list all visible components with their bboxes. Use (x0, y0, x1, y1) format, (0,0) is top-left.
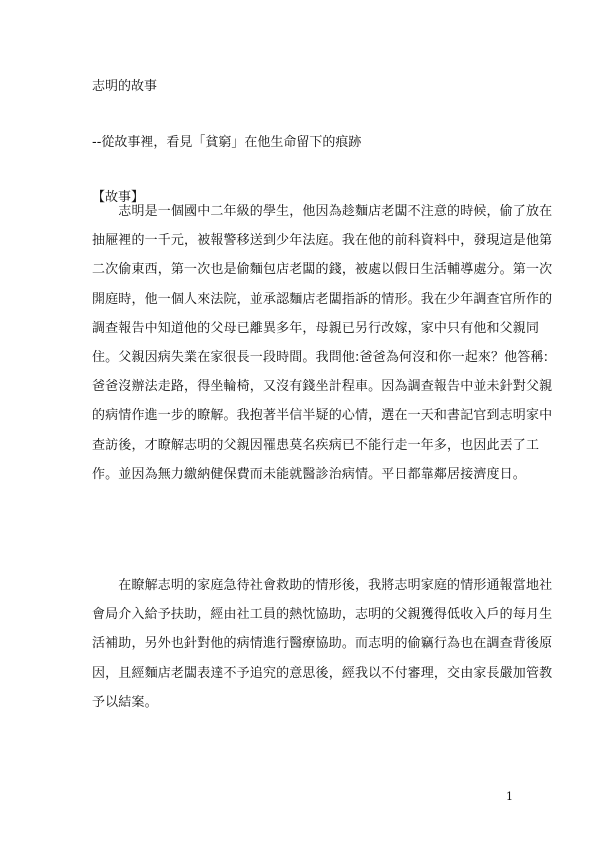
text-line: 住。父親因病失業在家很長一段時間。我問他:爸爸為何沒和你一起來？他答稱: (92, 349, 549, 365)
text-line: 在瞭解志明的家庭急待社會救助的情形後，我將志明家庭的情形通報當地社 (92, 578, 553, 593)
text-line: 查訪後，才瞭解志明的父親因罹患莫名疾病已不能行走一年多，也因此丟了工 (92, 437, 540, 453)
text-line: 爸爸沒辦法走路，得坐輪椅，又沒有錢坐計程車。因為調查報告中並未針對父親 (92, 379, 553, 395)
text-line: 作。並因為無力繳納健保費而未能就醫診治病情。平日都靠鄰居接濟度日。 (92, 466, 526, 482)
text-line: 因，且經麵店老闆表達不予追究的意思後，經我以不付審理，交由家長嚴加管教 (92, 665, 553, 681)
section-heading: 【故事】 (92, 190, 145, 205)
story-paragraph-1 (92, 203, 553, 495)
page-number: 1 (506, 790, 513, 803)
story-paragraph-2 (92, 577, 553, 723)
document-subtitle: --從故事裡，看見「貧窮」在他生命留下的痕跡 (92, 135, 362, 150)
text-line: 會局介入給予扶助，經由社工員的熱忱協助，志明的父親獲得低收入戶的每月生 (92, 607, 553, 623)
text-line: 志明是一個國中二年級的學生，他因為趁麵店老闆不注意的時候，偷了放在 (92, 204, 553, 219)
text-line: 的病情作進一步的瞭解。我抱著半信半疑的心情，選在一天和書記官到志明家中 (92, 408, 553, 424)
text-line: 予以結案。 (92, 694, 158, 710)
text-line: 抽屜裡的一千元，被報警移送到少年法庭。我在他的前科資料中，發現這是他第 (92, 233, 553, 249)
document-title: 志明的故事 (92, 79, 158, 94)
text-line: 開庭時，他一個人來法院，並承認麵店老闆指訴的情形。我在少年調查官所作的 (92, 291, 553, 307)
text-line: 活補助，另外也針對他的病情進行醫療協助。而志明的偷竊行為也在調查背後原 (92, 636, 553, 652)
text-line: 二次偷東西，第一次也是偷麵包店老闆的錢，被處以假日生活輔導處分。第一次 (92, 262, 553, 278)
text-line: 調查報告中知道他的父母已離異多年，母親已另行改嫁，家中只有他和父親同 (92, 320, 540, 336)
